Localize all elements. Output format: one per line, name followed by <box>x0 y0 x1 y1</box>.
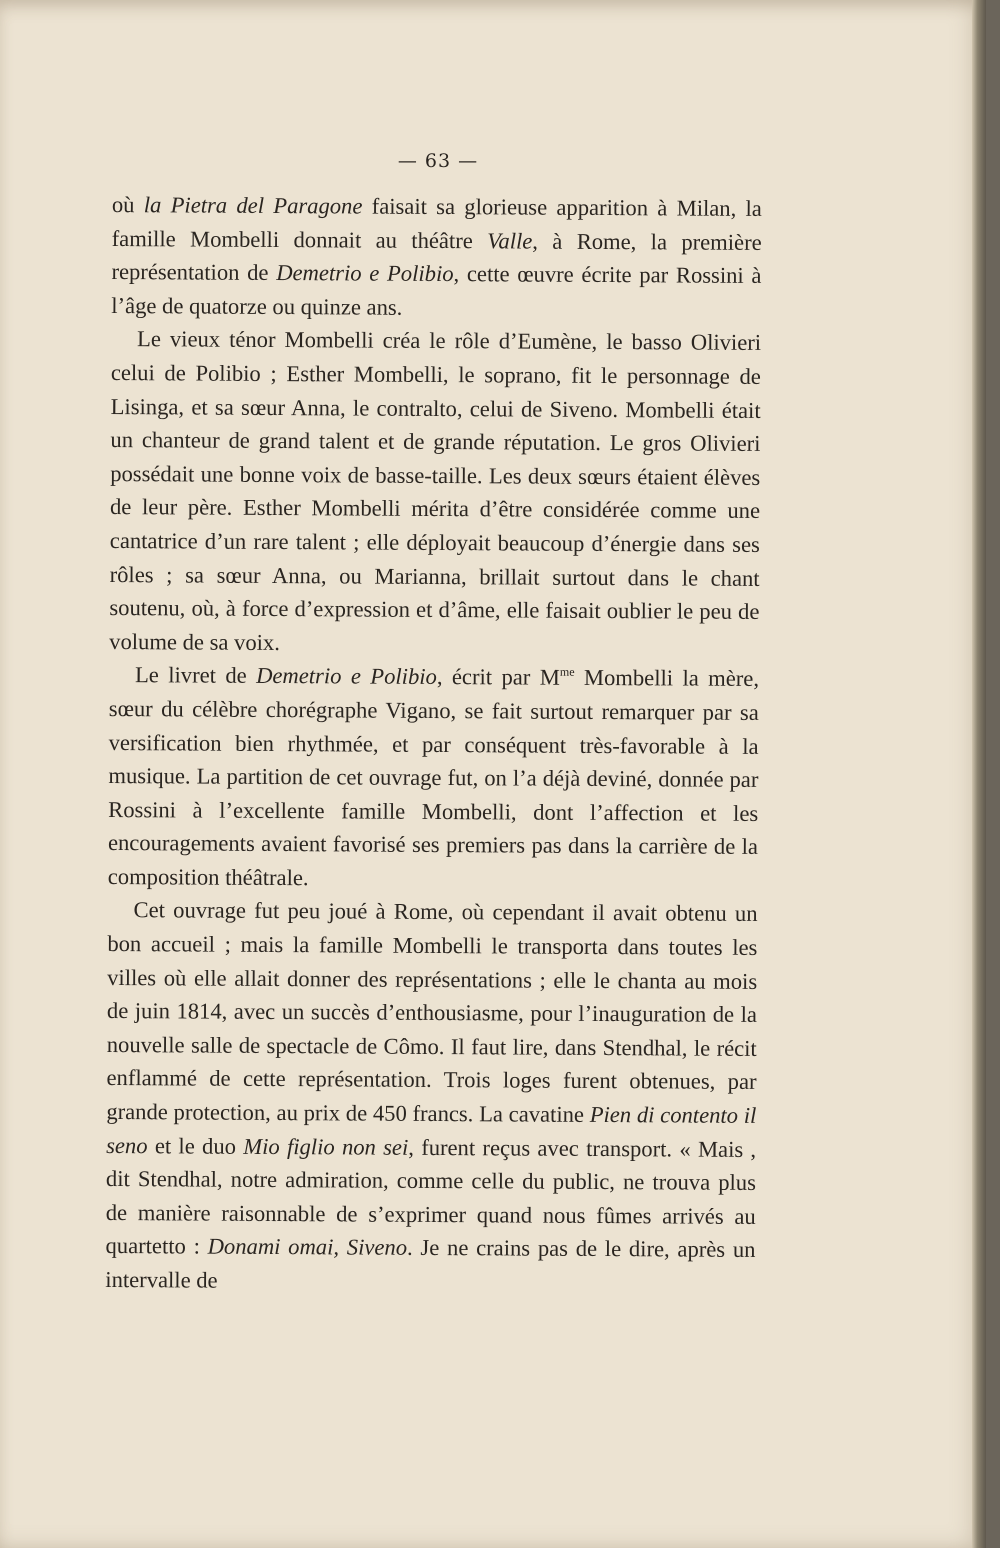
text-run: , à Rome, la première représentation de <box>111 228 762 286</box>
italic-title: Demetrio e Polibio <box>276 260 454 287</box>
paragraph-3 <box>108 658 759 897</box>
superscript: me <box>559 665 575 680</box>
italic-title: Donami omai, Siveno <box>207 1234 408 1261</box>
paragraph-4 <box>105 893 757 1300</box>
body-text <box>105 188 762 1301</box>
italic-title: la Pietra del Paragone <box>143 192 363 219</box>
text-run: où <box>111 191 144 218</box>
text-run: , cette œuvre écrite par Rossini à l’âge de quatorze ou quinze ans. <box>111 261 762 320</box>
text-run: et le duo <box>147 1132 244 1159</box>
text-run: faisait sa glorieuse apparition à Milan, la famille Mombelli donnait au théâtre <box>111 193 762 253</box>
text-run: Le vieux ténor Mombelli créa le rôle d’Eumène, le basso Olivieri celui de Polibio ; Esther Mombelli, le soprano, fit le personnage de Lisinga, et sa sœur Anna, le contralto, celui de Siveno. Mombelli était un chanteur de grand talent et de grande réputation. Le gros Olivieri possédait une bonne voix de basse-taille. Les deux sœurs étaient élèves de leur père. Esther Mombelli mérita d’être considérée comme une cantatrice d’un rare talent ; elle déployait beaucoup d’énergie dans ses rôles ; sa sœur Anna, ou Marianna, brillait surtout dans le chant soutenu, où, à force d’expression et d’âme, elle faisait oublier le peu de volume de sa voix. <box>109 326 762 655</box>
text-run: , furent reçus avec transport. « Mais , dit Stendhal, notre admiration, comme celle du public, ne trouva plus de manière raisonnable de s’exprimer quand nous fûmes arrivés au quartetto : <box>105 1134 757 1260</box>
italic-title: Mio figlio non sei <box>243 1133 409 1160</box>
text-run: Mombelli la mère, sœur du célèbre chorégraphe Vigano, se fait surtout remarquer par sa versification bien rhythmée, et par conséquent très-favorable à la musique. La partition de cet ouvrage fut, on l’a déjà deviné, donnée par Rossini à l’excellente famille Mombelli, dont l’affection et les encouragements avaient favorisé ses premiers pas dans la carrière de la composition théâtrale. <box>107 665 760 891</box>
italic-title: Pien di contento il seno <box>106 1101 757 1158</box>
page-edge <box>972 0 986 1548</box>
paragraph-1 <box>111 188 762 326</box>
paragraph-2 <box>109 322 761 662</box>
text-run: , écrit par M <box>436 664 560 691</box>
page-number: — 63 — <box>397 150 479 172</box>
italic-title: Demetrio e Polibio <box>256 663 437 690</box>
text-run: Le livret de <box>134 662 257 689</box>
italic-title: Valle <box>487 227 533 254</box>
text-run: . Je ne crains pas de le dire, après un intervalle de <box>105 1235 756 1293</box>
text-run: Cet ouvrage fut peu joué à Rome, où cependant il avait obtenu un bon accueil ; mais la famille Mombelli le transporta dans toutes les villes où elle allait donner des représentations ; elle le chanta au mois de juin 1814, avec un succès d’enthousiasme, pour l’inauguration de la nouvelle salle de spectacle de Cômo. Il faut lire, dans Stendhal, le récit enflammé de cette représentation. Trois loges furent obtenues, par grande protection, au prix de 450 francs. La cavatine <box>106 897 758 1127</box>
